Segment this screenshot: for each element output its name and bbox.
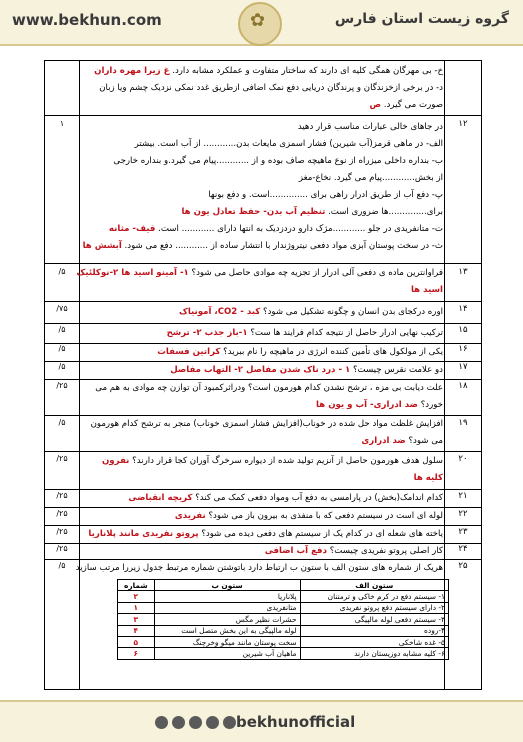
table-cell: ۳- سیستم دفعی لوله مالپیگی: [300, 614, 448, 625]
question-line: می شود؟ ضد ادراری: [361, 436, 443, 446]
telegram-icon[interactable]: [189, 716, 202, 729]
table-row: [118, 625, 449, 636]
row-separator: [45, 301, 481, 302]
question-line: خورد؟ ضد ادراری- آب و یون ها: [316, 400, 443, 410]
table-header-row: [118, 580, 449, 591]
score-column-line: [79, 61, 80, 689]
question-line: ت- متانفریدی در جلو ............مژک دارو دردزدیک به انتها دارای ............ است. قیف- مثانه: [108, 224, 443, 234]
table-cell: ماهیان آب شیرین: [154, 648, 300, 659]
table-cell: متانفریدی: [154, 602, 300, 613]
question-score: /۲۵: [56, 454, 68, 463]
exam-sheet: [44, 60, 482, 690]
question-line: فراوانترین ماده ی دفعی آلی ادرار از تجزیه چه موادی حاصل می شود؟ ۱- آمینو اسید ها ۲-نوکلئیک: [76, 268, 443, 278]
question-number: ۲۰: [458, 454, 468, 464]
site-header: [0, 0, 523, 46]
question-line: در جاهای خالی عبارات مناسب قرار دهید: [297, 122, 443, 132]
question-line: د- در برخی ازخزندگان و پرندگان دریایی دفع نمک اضافی ازطریق غدد نمکی نزدیک چشم ویا زبان: [99, 83, 443, 93]
question-number: ۱۳: [458, 267, 468, 277]
question-line: برای..............ها ضروری است. تنظیم آب بدن- حفظ تعادل یون ها: [181, 207, 443, 217]
table-row: [118, 614, 449, 625]
table-cell-answer: ۱: [118, 602, 155, 613]
column-header: شماره: [118, 580, 155, 591]
question-line: کدام اندامک(بخش) در پارامسی به دفع آب ومواد دفعی کمک می کند؟ کریچه انقباضی: [128, 493, 443, 503]
question-number: ۲۳: [458, 527, 468, 537]
question-line: پ- دفع آب از طریق ادرار راهی برای ..............است. و دفع بونها: [208, 190, 443, 200]
question-line: علت دیابت بی مزه ، ترشح نشدن کدام هورمون است؟ ودراثرکمبود آن توازن چه موادی به هم می: [95, 383, 443, 393]
question-score: ۱: [59, 119, 65, 128]
table-cell-answer: ۴: [118, 625, 155, 636]
table-row: [118, 602, 449, 613]
logo-glyph: ✿: [250, 10, 266, 31]
question-score: /۵: [58, 325, 66, 334]
whatsapp-icon[interactable]: [172, 716, 185, 729]
question-line: صورت می گیرد. ص: [369, 100, 443, 110]
question-line: از بخش............پیام می گیرد. نخاع-مغز: [298, 173, 443, 183]
table-cell-answer: ۶: [118, 648, 155, 659]
question-line: دو علامت نقرس چیست؟ ۱ - درد ناک شدن مفاصل ۲- التهاب مفاصل: [170, 365, 443, 375]
row-separator: [45, 263, 481, 264]
question-line: هریک از شماره های ستون الف با ستون ب ارتباط دارد باتوشتن شماره مرتبط جدول زیررا مرتب سازید: [75, 563, 443, 573]
question-score: /۷۵: [56, 304, 68, 313]
table-cell-answer: ۳: [118, 614, 155, 625]
table-row: [118, 636, 449, 647]
question-line: ث- در سخت پوستان آبزی مواد دفعی نیتروژندار با انتشار ساده از ............ دفع می شود. آبشش ها: [82, 241, 443, 251]
question-score: /۵: [58, 561, 66, 570]
column-header: ستون ب: [154, 580, 300, 591]
social-handle[interactable]: bekhunofficial: [236, 713, 356, 731]
table-cell: حشرات نظیر مگس: [154, 614, 300, 625]
table-cell: ۱- سیستم دفع در کرم خاکی و ترمتنان: [300, 591, 448, 602]
row-separator: [45, 115, 481, 116]
table-cell-answer: ۵: [118, 636, 155, 647]
question-line: اوره درکجای بدن انسان و چگونه تشکیل می شود؟ کبد - CO2، آمونیاک: [179, 307, 443, 317]
answer-line: اسید ها: [410, 285, 443, 295]
site-footer: [0, 700, 523, 742]
question-number: ۱۹: [458, 418, 468, 428]
question-score: /۲۵: [56, 509, 68, 518]
question-score: /۵: [58, 267, 66, 276]
column-header: ستون الف: [300, 580, 448, 591]
table-row: [118, 648, 449, 659]
question-number: ۱۶: [458, 344, 468, 354]
question-line: ترکیب نهایی ادرار حاصل از نتیجه کدام فرایند ها ست؟ ۱-باز جذب ۲- ترشح: [166, 328, 443, 338]
question-number: ۱۸: [458, 381, 468, 391]
table-cell-answer: ۲: [118, 591, 155, 602]
question-score: /۲۵: [56, 381, 68, 390]
question-line: یکی از مولکول های تأمین کننده انرژی در ماهیچه را نام ببرید؟ کراتین فسفات: [157, 347, 443, 357]
question-number: ۱۲: [458, 119, 468, 129]
eitaa-icon[interactable]: [223, 716, 236, 729]
table-cell: ۲- دارای سیستم دفع پروتو نفریدی: [300, 602, 448, 613]
answer-line: کلیه ها: [413, 473, 443, 483]
question-number: ۲۱: [458, 491, 468, 501]
table-cell: لوله مالپیگی به این بخش متصل است: [154, 625, 300, 636]
question-line: یاخته های شعله ای در کدام یک از سیستم های دفعی دیده می شود؟ پروتو نفریدی مانند پلاناریا: [88, 529, 443, 539]
table-cell: ۴-روده: [300, 625, 448, 636]
table-cell: ۶- کلیه مشابه دوزیستان دارند: [300, 648, 448, 659]
instagram-icon[interactable]: [155, 716, 168, 729]
question-number: ۱۵: [458, 325, 468, 335]
row-separator: [45, 323, 481, 324]
question-line: الف- در ماهی قرمز(آب شیرین) فشار اسمزی مایعات بدن............ از آب است. بیشتر: [134, 139, 443, 149]
table-cell: پلاناریا: [154, 591, 300, 602]
social-icons: [155, 714, 240, 733]
question-line: افزایش غلظت مواد حل شده در خوناب(افزایش فشار اسمزی خوناب) منجر به ترشح کدام هورمون: [90, 419, 443, 429]
question-number: ۱۷: [458, 362, 468, 372]
youtube-icon[interactable]: [206, 716, 219, 729]
question-score: /۲۵: [56, 527, 68, 536]
question-score: /۲۵: [56, 544, 68, 553]
site-url[interactable]: www.bekhun.com: [12, 11, 162, 29]
question-line: لوله ای است در سیستم دفعی که با منفذی به بیرون باز می شود؟ نفریدی: [174, 511, 443, 521]
group-title: گروه زیست استان فارس: [334, 11, 509, 27]
table-cell: ۵- غده شاخکی: [300, 636, 448, 647]
question-line: سلول هدف هورمون حاصل از آنزیم تولید شده از دیواره سرخرگ آوران کجا قرار دارند؟ نفرون: [101, 456, 443, 466]
question-score: /۵: [58, 418, 66, 427]
matching-table: [117, 579, 449, 660]
question-line: خ- بی مهرگان همگی کلیه ای دارند که ساختار متفاوت و عملکرد مشابه دارد. غ زیرا مهره داران: [94, 66, 443, 76]
question-score: /۵: [58, 362, 66, 371]
question-line: کار اصلی پروتو نفریدی چیست؟ دفع آب اضافی: [264, 546, 443, 556]
row-separator: [45, 451, 481, 452]
question-number: ۲۵: [458, 561, 468, 571]
question-number: ۲۲: [458, 509, 468, 519]
question-number: ۲۴: [458, 544, 468, 554]
question-score: /۲۵: [56, 491, 68, 500]
question-line: ب- بنداره داخلی میزراه از نوع ماهیچه صاف بوده و از ............پیام می گیرد.و بنداره خارجی: [113, 156, 443, 166]
question-number: ۱۴: [458, 304, 468, 314]
table-row: [118, 591, 449, 602]
table-cell: سخت پوستان مانند میگو وخرچنگ: [154, 636, 300, 647]
question-score: /۵: [58, 344, 66, 353]
